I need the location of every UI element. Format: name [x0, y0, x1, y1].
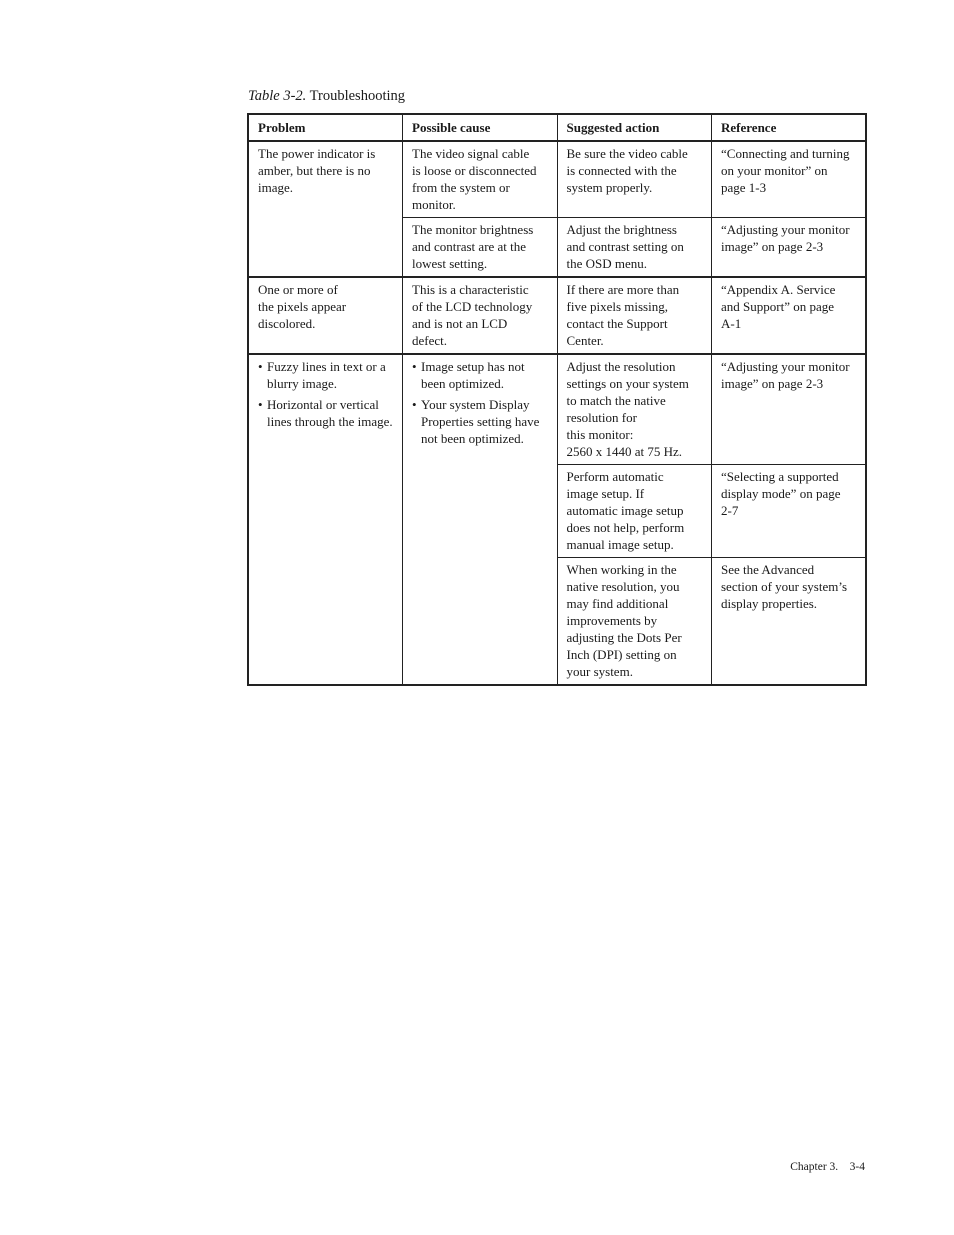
problem-text: discolored.	[258, 316, 316, 331]
action-cell	[557, 218, 712, 278]
action-text: Inch (DPI) setting on	[566, 647, 677, 662]
reference-text: “Adjusting your monitor	[721, 359, 850, 374]
table-caption	[248, 86, 405, 106]
reference-text: image” on page 2-3	[721, 376, 824, 391]
action-text: improvements by	[566, 613, 658, 628]
cause-text: This is a characteristic	[412, 282, 529, 297]
action-text: Be sure the video cable	[566, 146, 688, 161]
reference-cell	[712, 354, 867, 465]
cause-cell	[403, 354, 558, 685]
header-row	[248, 114, 866, 141]
reference-text: display mode” on page	[721, 486, 841, 501]
troubleshooting-table	[247, 113, 867, 686]
action-text: When working in the	[566, 562, 677, 577]
header-suggested-action: Suggested action	[557, 114, 712, 141]
list-item: • Your system Display Properties setting have not been optimized.	[412, 396, 549, 447]
action-cell	[557, 277, 712, 354]
page-footer	[790, 1159, 865, 1175]
reference-cell	[712, 277, 867, 354]
action-text: system properly.	[566, 180, 653, 195]
action-text: image setup. If	[566, 486, 645, 501]
list-item: • Image setup has not been optimized.	[412, 358, 549, 392]
cause-text: lowest setting.	[412, 256, 488, 271]
reference-text: “Selecting a supported	[721, 469, 839, 484]
reference-text: page 1-3	[721, 180, 767, 195]
cause-text: and is not an LCD	[412, 316, 508, 331]
action-text: this monitor:	[566, 427, 634, 442]
cause-text: defect.	[412, 333, 448, 348]
action-text: is connected with the	[566, 163, 677, 178]
table-number: Table 3-2.	[248, 88, 307, 104]
reference-text: “Adjusting your monitor	[721, 222, 850, 237]
action-text: If there are more than	[566, 282, 680, 297]
cause-bullet-list	[412, 358, 549, 447]
problem-text: image.	[258, 180, 294, 195]
reference-cell	[712, 465, 867, 558]
reference-text: and Support” on page	[721, 299, 835, 314]
problem-text: the pixels appear	[258, 299, 347, 314]
cause-text: monitor.	[412, 197, 456, 212]
action-text: adjusting the Dots Per	[566, 630, 682, 645]
action-text: Adjust the resolution	[566, 359, 676, 374]
action-text: Adjust the brightness	[566, 222, 677, 237]
reference-text: on your monitor” on	[721, 163, 828, 178]
problem-cell	[248, 141, 403, 277]
action-text: Center.	[566, 333, 604, 348]
action-text: does not help, perform	[566, 520, 685, 535]
cause-text: is loose or disconnected	[412, 163, 537, 178]
action-text: may find additional	[566, 596, 669, 611]
action-cell	[557, 141, 712, 218]
action-text: to match the native	[566, 393, 666, 408]
action-text: contact the Support	[566, 316, 668, 331]
problem-text: The power indicator is	[258, 146, 376, 161]
action-text: manual image setup.	[566, 537, 674, 552]
cause-text: The monitor brightness	[412, 222, 534, 237]
table-row	[248, 354, 866, 465]
action-text: settings on your system	[566, 376, 689, 391]
action-text: automatic image setup	[566, 503, 684, 518]
table-row	[248, 277, 866, 354]
reference-text: section of your system’s	[721, 579, 848, 594]
cause-cell	[403, 218, 558, 278]
reference-cell	[712, 218, 867, 278]
list-item: • Fuzzy lines in text or a blurry image.	[258, 358, 394, 392]
footer-page-number: 3-4	[849, 1161, 865, 1173]
action-text: 2560 x 1440 at 75 Hz.	[566, 444, 683, 459]
problem-bullet-list	[258, 358, 394, 430]
cause-text: The video signal cable	[412, 146, 530, 161]
action-text: resolution for	[566, 410, 637, 425]
header-reference: Reference	[712, 114, 867, 141]
table-row	[248, 141, 866, 218]
reference-text: See the Advanced	[721, 562, 815, 577]
reference-text: 2-7	[721, 503, 739, 518]
action-cell	[557, 558, 712, 686]
action-text: and contrast setting on	[566, 239, 684, 254]
cause-cell	[403, 141, 558, 218]
problem-cell	[248, 354, 403, 685]
action-cell	[557, 354, 712, 465]
cause-text: of the LCD technology	[412, 299, 533, 314]
reference-cell	[712, 141, 867, 218]
problem-text: amber, but there is no	[258, 163, 371, 178]
problem-cell	[248, 277, 403, 354]
cause-text: and contrast are at the	[412, 239, 527, 254]
action-text: the OSD menu.	[566, 256, 648, 271]
reference-text: A-1	[721, 316, 742, 331]
action-cell	[557, 465, 712, 558]
footer-chapter: Chapter 3.	[790, 1161, 839, 1173]
problem-text: One or more of	[258, 282, 338, 297]
cause-cell	[403, 277, 558, 354]
action-text: Perform automatic	[566, 469, 664, 484]
reference-text: “Connecting and turning	[721, 146, 850, 161]
reference-text: “Appendix A. Service	[721, 282, 836, 297]
reference-text: image” on page 2-3	[721, 239, 824, 254]
action-text: your system.	[566, 664, 633, 679]
cause-text: from the system or	[412, 180, 510, 195]
reference-cell	[712, 558, 867, 686]
action-text: native resolution, you	[566, 579, 680, 594]
table-title: Troubleshooting	[309, 88, 405, 104]
header-possible-cause: Possible cause	[403, 114, 558, 141]
action-text: five pixels missing,	[566, 299, 668, 314]
list-item: • Horizontal or vertical lines through the image.	[258, 396, 394, 430]
header-problem: Problem	[248, 114, 403, 141]
reference-text: display properties.	[721, 596, 818, 611]
